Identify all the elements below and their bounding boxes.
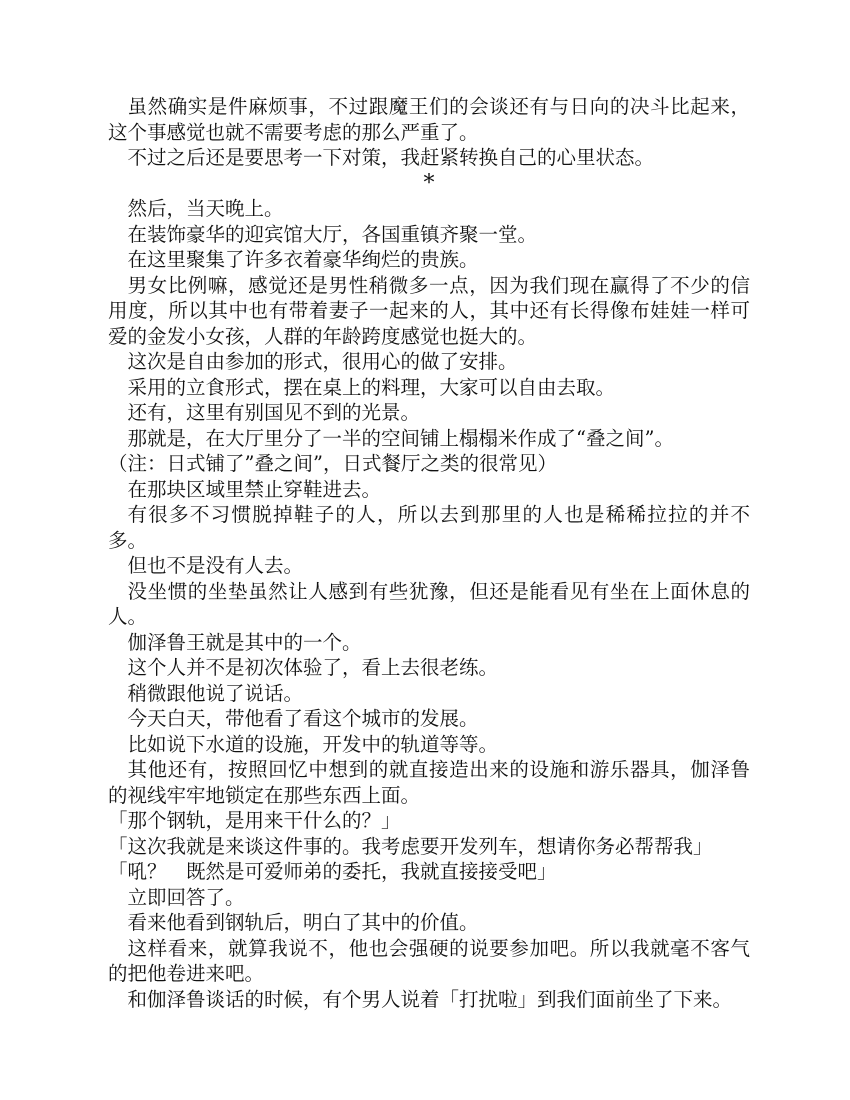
paragraph: 这次是自由参加的形式，很用心的做了安排。	[127, 350, 518, 373]
dialogue-line: 「那个钢轨，是用来干什么的？」	[108, 809, 401, 832]
paragraph: 但也不是没有人去。	[127, 554, 304, 577]
dialogue-line: 「这次我就是来谈这件事的。我考虑要开发列车，想请你务必帮帮我」	[108, 834, 713, 858]
paragraph: 比如说下水道的设施，开发中的轨道等等。	[127, 732, 499, 756]
paragraph: 在那块区域里禁止穿鞋进去。	[127, 477, 382, 501]
paragraph: 那就是，在大厅里分了一半的空间铺上榻榻米作成了“叠之间”。	[127, 426, 674, 450]
paragraph: 虽然确实是件麻烦事，不过跟魔王们的会谈还有与日向的决斗比起来，这个事感觉也就不需要考虑的那么严重了。	[108, 95, 750, 144]
paragraph: 立即回答了。	[127, 885, 245, 909]
paragraph: 采用的立食形式，摆在桌上的料理，大家可以自由去取。	[127, 375, 616, 399]
paragraph: 在这里聚集了许多衣着豪华绚烂的贵族。	[127, 248, 479, 271]
document-body	[108, 94, 750, 1012]
paragraph: 在装饰豪华的迎宾馆大厅，各国重镇齐聚一堂。	[127, 222, 538, 246]
paragraph: 男女比例嘛，感觉还是男性稍微多一点，因为我们现在赢得了不少的信用度，所以其中也有带着妻子一起来的人，其中还有长得像布娃娃一样可爱的金发小女孩，人群的年龄跨度感觉也挺大的。	[108, 273, 750, 348]
paragraph: 今天白天，带他看了看这个城市的发展。	[127, 707, 479, 730]
paragraph: 然后，当天晚上。	[127, 197, 284, 220]
paragraph: 没坐惯的坐垫虽然让人感到有些犹豫，但还是能看见有坐在上面休息的人。	[108, 579, 750, 628]
paragraph: 和伽泽鲁谈话的时候，有个男人说着「打扰啦」到我们面前坐了下来。	[127, 987, 733, 1011]
paragraph: 还有，这里有别国见不到的光景。	[127, 401, 421, 424]
paragraph: 稍微跟他说了说话。	[127, 681, 304, 705]
paragraph: 这样看来，就算我说不，他也会强硬的说要参加吧。所以我就毫不客气的把他卷进来吧。	[108, 936, 750, 985]
paragraph: 这个人并不是初次体验了，看上去很老练。	[127, 656, 499, 679]
translator-note: （注：日式铺了”叠之间”，日式餐厅之类的很常见）	[108, 452, 557, 475]
scene-separator: *	[423, 170, 435, 196]
paragraph: 看来他看到钢轨后，明白了其中的价值。	[127, 911, 479, 934]
paragraph: 不过之后还是要思考一下对策，我赶紧转换自己的心里状态。	[127, 146, 655, 169]
paragraph: 伽泽鲁王就是其中的一个。	[127, 630, 362, 654]
paragraph: 有很多不习惯脱掉鞋子的人，所以去到那里的人也是稀稀拉拉的并不多。	[108, 503, 750, 552]
dialogue-line: 「吼？ 既然是可爱师弟的委托，我就直接接受吧」	[108, 860, 557, 883]
paragraph: 其他还有，按照回忆中想到的就直接造出来的设施和游乐器具，伽泽鲁的视线牢牢地锁定在那些东西上面。	[108, 758, 750, 807]
